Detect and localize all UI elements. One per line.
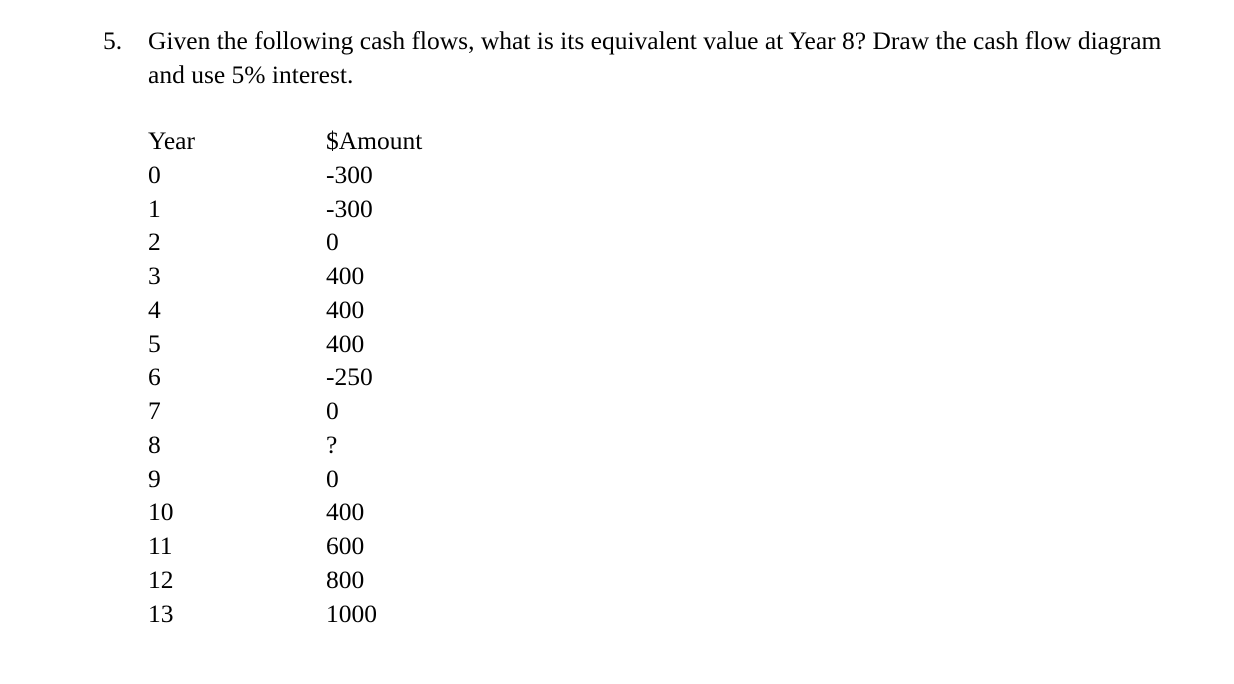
amount-cell: 400 xyxy=(326,497,365,527)
cash-flow-rows xyxy=(148,158,526,631)
year-cell: 13 xyxy=(148,598,174,628)
table-row xyxy=(148,529,526,563)
table-row xyxy=(148,462,526,496)
year-cell: 7 xyxy=(148,396,161,425)
amount-cell: -250 xyxy=(326,362,373,392)
cash-flow-table xyxy=(148,124,526,630)
year-cell: 0 xyxy=(148,159,161,189)
table-row xyxy=(148,327,526,361)
amount-column-header: $Amount xyxy=(326,126,423,155)
year-cell: 12 xyxy=(148,564,174,594)
year-cell: 8 xyxy=(148,429,161,459)
table-row xyxy=(148,192,526,226)
table-row xyxy=(148,394,526,428)
table-row xyxy=(148,563,526,597)
table-row xyxy=(148,225,526,259)
table-row xyxy=(148,597,526,631)
amount-cell: ? xyxy=(326,429,338,459)
year-cell: 1 xyxy=(148,193,161,223)
amount-cell: 0 xyxy=(326,396,339,425)
amount-cell: 600 xyxy=(326,531,365,560)
year-cell: 10 xyxy=(148,497,174,527)
amount-cell: 0 xyxy=(326,227,339,257)
table-row xyxy=(148,495,526,529)
table-row xyxy=(148,360,526,394)
year-cell: 5 xyxy=(148,328,161,358)
amount-cell: 0 xyxy=(326,463,339,493)
year-cell: 3 xyxy=(148,261,161,290)
amount-cell: 400 xyxy=(326,294,365,324)
year-cell: 11 xyxy=(148,531,173,560)
year-cell: 4 xyxy=(148,294,161,324)
amount-cell: 1000 xyxy=(326,598,377,628)
year-column-header: Year xyxy=(148,126,195,155)
table-header-row xyxy=(148,124,526,158)
year-cell: 2 xyxy=(148,227,161,257)
year-cell: 6 xyxy=(148,362,161,392)
table-row xyxy=(148,428,526,462)
amount-cell: 400 xyxy=(326,328,365,358)
table-row xyxy=(148,158,526,192)
amount-cell: 800 xyxy=(326,564,365,594)
year-cell: 9 xyxy=(148,463,161,493)
table-row xyxy=(148,293,526,327)
problem-text: Given the following cash flows, what is its equivalent value at Year 8? Draw the cash flow diagram and use 5% interest. xyxy=(148,26,1162,89)
table-row xyxy=(148,259,526,293)
problem-number: 5. xyxy=(103,26,123,55)
amount-cell: -300 xyxy=(326,193,373,223)
amount-cell: -300 xyxy=(326,159,373,189)
amount-cell: 400 xyxy=(326,261,365,290)
